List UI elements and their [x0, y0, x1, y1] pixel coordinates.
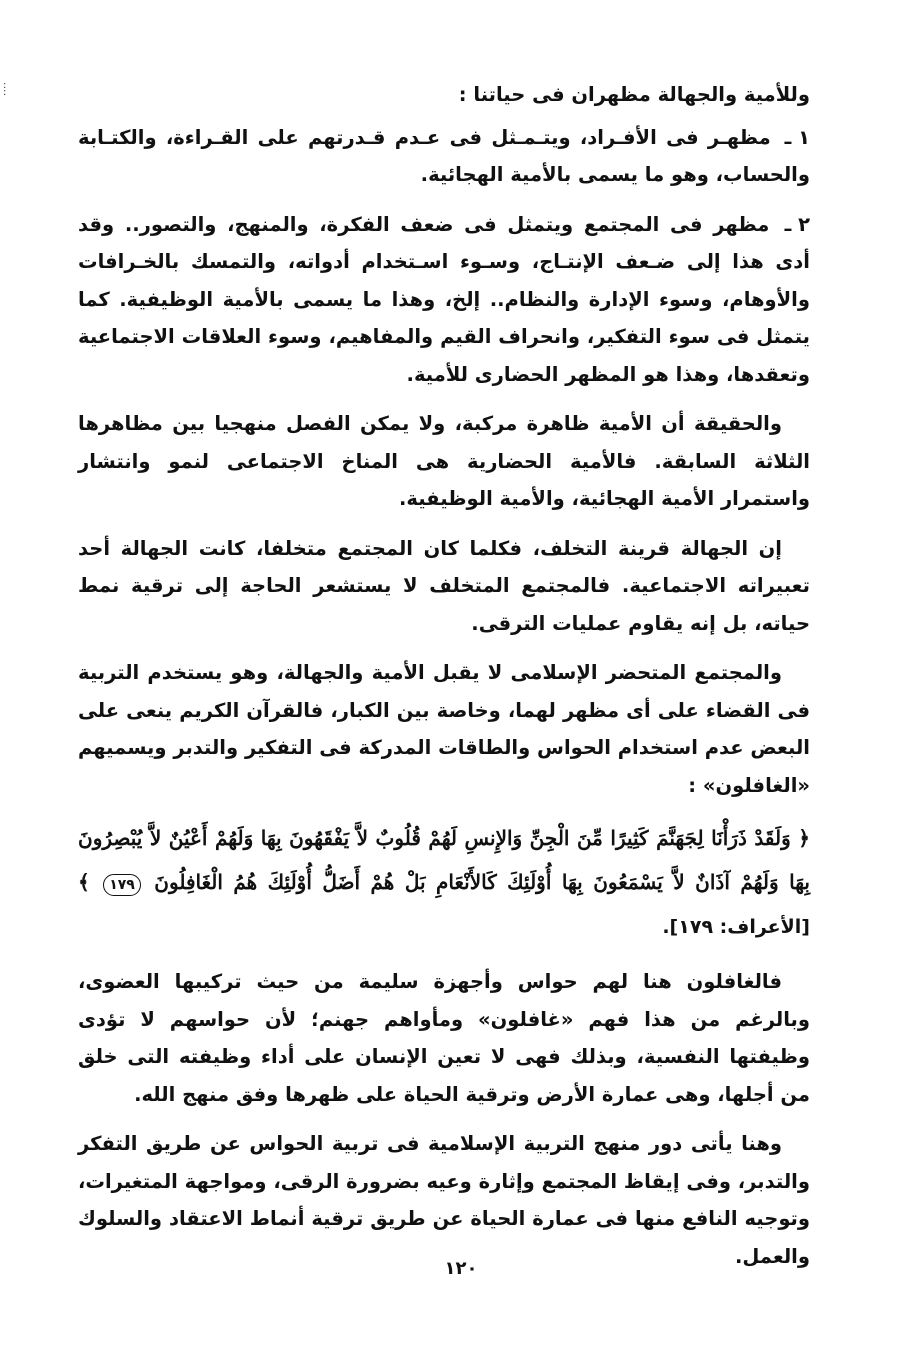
list-number: ١ ـ [784, 125, 810, 149]
list-item-1 [78, 119, 810, 194]
list-item-2 [78, 206, 810, 394]
paragraph-5: وهنا يأتى دور منهج التربية الإسلامية فى تربية الحواس عن طريق التفكر والتدبر، وفى إيقاظ المجتمع وإثارة وعيه بضرورة الرقى، ومواجهة المتغيرات، وتوجيه النافع منها فى عمارة الحياة عن طريق ترقية أنماط الاعتقاد والسلوك والعمل. [78, 1132, 810, 1268]
paragraph-4: فالغافلون هنا لهم حواس وأجهزة سليمة من حيث تركيبها العضوى، وبالرغم من هذا فهم «غافلون» ومأواهم جهنم؛ لأن حواسهم لا تؤدى وظيفتها النفسية، وبذلك فهى لا تعين الإنسان على أداء وظيفته التى خلق من أجلها، وهى عمارة الأرض وترقية الحياة على ظهرها وفق منهج الله. [78, 970, 810, 1106]
list-text: مظهر فى المجتمع ويتمثل فى ضعف الفكرة، والمنهج، والتصور.. وقد أدى هذا إلى ضـعف الإنتـاج، وسـوء اسـتخدام أدواته، والتمسك بالخـرافات والأوهام، وسوء الإدارة والنظام.. إلخ، وهذا ما يسمى بالأمية الوظيفية. كما يتمثل فى سوء التفكير، وانحراف القيم والمفاهيم، وسوء العلاقات الاجتماعية وتعقدها، وهذا هو المظهر الحضارى للأمية. [78, 212, 810, 386]
verse-close-bracket: ﴾ [78, 870, 90, 894]
margin-mark: : : [3, 80, 7, 98]
verse-text: وَلَقَدْ ذَرَأْنَا لِجَهَنَّمَ كَثِيرًا مِّنَ الْجِنِّ وَالإِنسِ لَهُمْ قُلُوبٌ لاَّ يَفْقَهُونَ بِهَا وَلَهُمْ أَعْيُنٌ لاَّ يُبْصِرُونَ بِهَا وَلَهُمْ آذَانٌ لاَّ يَسْمَعُونَ بِهَا أُوْلَئِكَ كَالأَنْعَامِ بَلْ هُمْ أَضَلُّ أُوْلَئِكَ هُمُ الْغَافِلُونَ [78, 826, 810, 894]
verse-open-bracket: ﴿ [798, 826, 810, 850]
list-number: ٢ ـ [784, 212, 810, 236]
quran-verse [78, 816, 810, 949]
paragraph-2: إن الجهالة قرينة التخلف، فكلما كان المجتمع متخلفا، كانت الجهالة أحد تعبيراته الاجتماعية. فالمجتمع المتخلف لا يستشعر الحاجة إلى ترقية نمط حياته، بل إنه يقاوم عمليات الترقى. [78, 536, 810, 635]
page-number: ١٢٠ [444, 1258, 478, 1279]
list-text: مظهـر فى الأفـراد، ويتـمـثل فى عـدم قـدرتهم على القـراءة، والكتـابة والحساب، وهو ما يسمى بالأمية الهجائية. [78, 125, 810, 186]
page-body [78, 76, 810, 1287]
paragraph-1: والحقيقة أن الأمية ظاهرة مركبة، ولا يمكن الفصل منهجيا بين مظاهرها الثلاثة السابقة. فالأمية الحضارية هى المناخ الاجتماعى لنمو وانتشار واستمرار الأمية الهجائية، والأمية الوظيفية. [78, 412, 810, 510]
ayah-number-marker: ١٧٩ [103, 874, 141, 896]
paragraph-3: والمجتمع المتحضر الإسلامى لا يقبل الأمية والجهالة، وهو يستخدم التربية فى القضاء على أى مظهر لهما، وخاصة بين الكبار، فالقرآن الكريم ينعى على البعض عدم استخدام الحواس والطاقات المدركة فى التفكير والتدبر ويسميهم «الغافلون» : [78, 661, 810, 797]
intro-line: وللأمية والجهالة مظهران فى حياتنا : [458, 83, 810, 106]
verse-reference: [الأعراف: ١٧٩]. [662, 916, 810, 938]
